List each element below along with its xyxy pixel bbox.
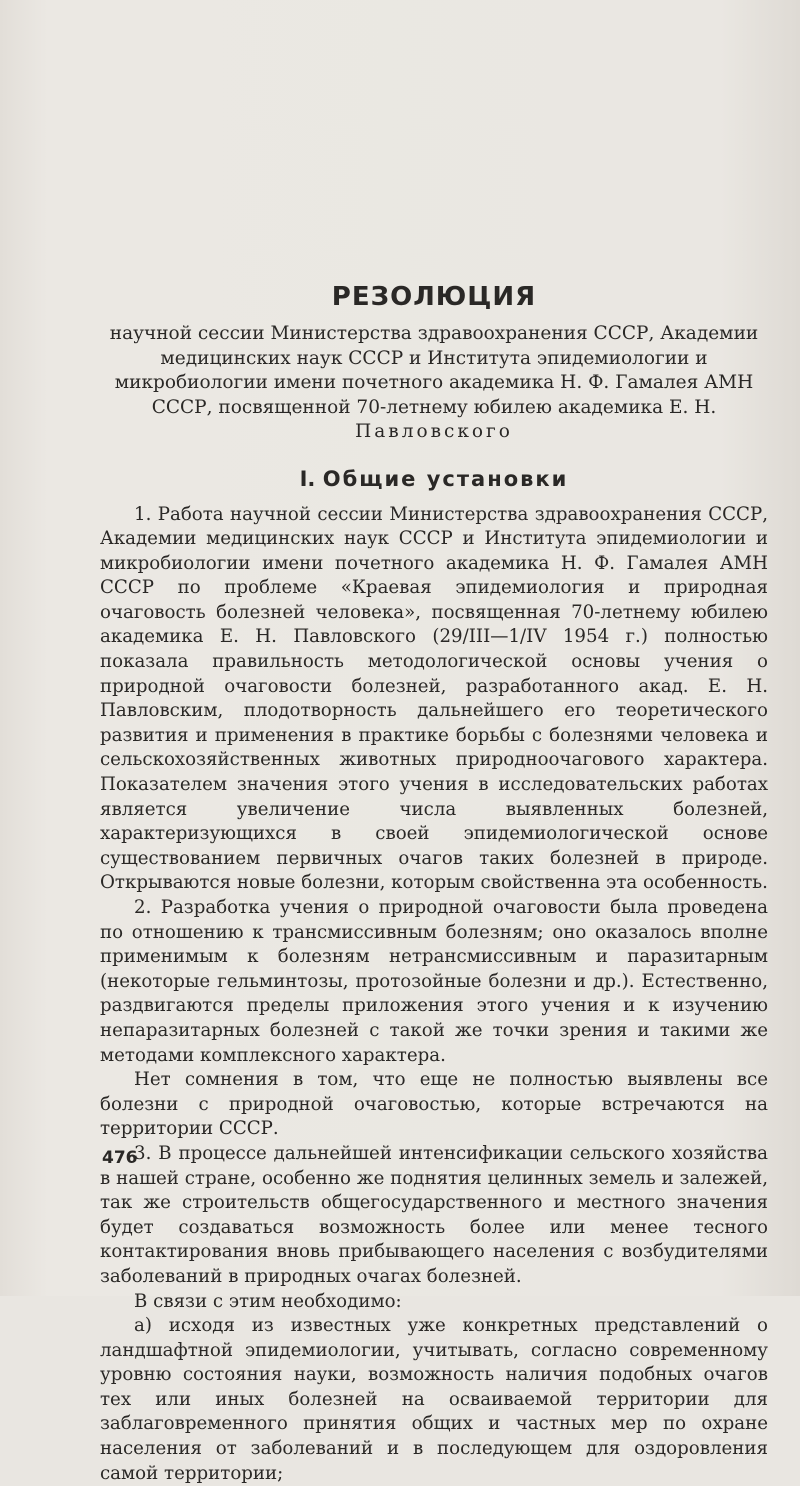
section-title-text: Общие установки xyxy=(322,466,569,491)
paragraph-4: 3. В процессе дальнейшей интенсификации сельского хозяйства в нашей стране, особенно же поднятия целинных земель и залежей, так же строительств общегосударственного и местного значения будет создаваться возможность более или менее тесного контактирования вновь прибывающего населения с возбудителями заболеваний в природных очагах болезней. xyxy=(100,1142,768,1287)
document-title: РЕЗОЛЮЦИЯ xyxy=(331,282,537,312)
paragraph-2: 2. Разработка учения о природной очаговости была проведена по отношению к трансмиссивным болезням; оно оказалось вполне применимым к болезням нетрансмиссивным и паразитарным (некоторые гельминтозы, протозойные болезни и др.). Естественно, раздвигаются пределы приложения этого учения и к изучению непаразитарных болезней с такой же точки зрения и такими же методами комплексного характера. xyxy=(100,897,768,1066)
section-number: I. xyxy=(299,466,316,491)
paragraph-1: 1. Работа научной сессии Министерства здравоохранения СССР, Академии медицинских наук СССР и Института эпидемиологии и микробиологии имени почетного академика Н. Ф. Гамалея АМН СССР по проблеме «Краевая эпидемиология и природная очаговость болезней человека», посвященная 70-летнему юбилею академика Е. Н. Павловского (29/III—1/IV 1954 г.) полностью показала правильность методологической основы учения о природной очаговости болезней, разработанного акад. Е. Н. Павловским, плодотворность дальнейшего его теоретического развития и применения в практике борьбы с болезнями человека и сельскохозяйственных животных природноочагового характера. Показателем значения этого учения в исследовательских работах является увеличение числа выявленных болезней, характеризующихся в своей эпидемиологической основе существованием первичных очагов таких болезней в природе. Открываются новые болезни, которым свойственна эта особенность. xyxy=(100,503,768,894)
paragraph-6: а) исходя из известных уже конкретных представлений о ландшафтной эпидемиологии, учитывать, согласно современному уровню состояния науки, возможность наличия подобных очагов тех или иных болезней на осваиваемой территории для заблаговременного принятия общих и частных мер по охране населения от заболеваний и в последующем для оздоровления самой территории; xyxy=(100,1315,768,1484)
page-content xyxy=(100,282,768,1486)
subtitle-text: научной сессии Министерства здравоохранения СССР, Академии медицинских наук СССР и Института эпидемиологии и микробиологии имени почетного академика Н. Ф. Гамалея АМН СССР, посвященной 70-летнему юбилею академика Е. Н. xyxy=(109,323,759,418)
section-heading xyxy=(100,467,768,491)
paragraph-5: В связи с этим необходимо: xyxy=(134,1290,402,1312)
document-subtitle xyxy=(100,322,768,445)
page-number: 476 xyxy=(102,1148,138,1168)
paragraph-3: Нет сомнения в том, что еще не полностью выявлены все болезни с природной очаговостью, которые встречаются на территории СССР. xyxy=(100,1069,768,1140)
subtitle-name: Павловского xyxy=(355,421,513,442)
